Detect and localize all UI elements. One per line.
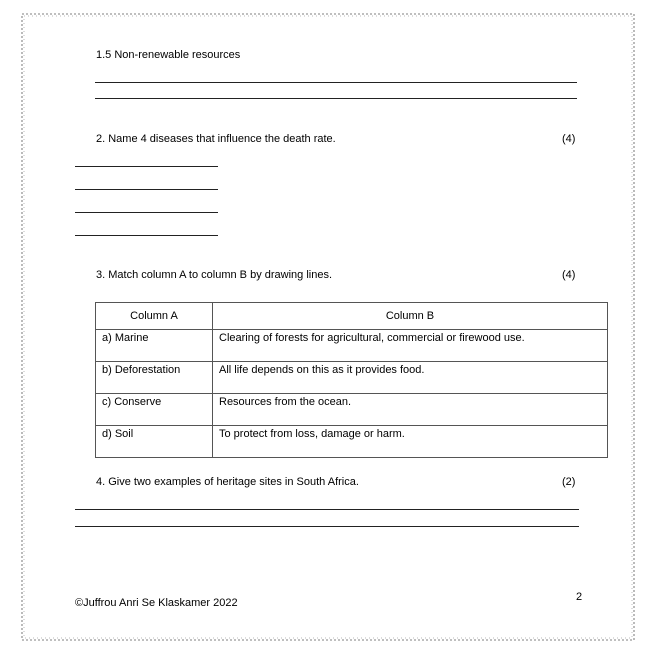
column-a-header: Column A [96,303,213,330]
page-number: 2 [576,591,583,603]
q1-5-answer-line-1[interactable] [95,82,577,83]
column-a-item-soil[interactable]: d) Soil [96,426,213,458]
q4-answer-line-2[interactable] [75,526,579,527]
table-row [96,330,608,362]
q2-answer-line-2[interactable] [75,189,218,190]
column-a-item-deforestation[interactable]: b) Deforestation [96,362,213,394]
q4-answer-line-1[interactable] [75,509,579,510]
q3-question: 3. Match column A to column B by drawing lines. [96,269,333,281]
column-b-item[interactable]: All life depends on this as it provides food. [213,362,608,394]
matching-table [95,302,608,458]
column-b-item[interactable]: To protect from loss, damage or harm. [213,426,608,458]
q2-answer-line-1[interactable] [75,166,218,167]
table-header-row [96,303,608,330]
q2-marks: (4) [562,133,576,145]
q2-question: 2. Name 4 diseases that influence the death rate. [96,133,336,145]
column-b-item[interactable]: Resources from the ocean. [213,394,608,426]
q1-5-answer-line-2[interactable] [95,98,577,99]
column-b-item[interactable]: Clearing of forests for agricultural, commercial or firewood use. [213,330,608,362]
column-a-item-conserve[interactable]: c) Conserve [96,394,213,426]
q2-answer-line-3[interactable] [75,212,218,213]
column-b-header: Column B [213,303,608,330]
copyright-footer: ©Juffrou Anri Se Klaskamer 2022 [75,597,238,609]
q3-marks: (4) [562,269,576,281]
table-row [96,426,608,458]
q4-question: 4. Give two examples of heritage sites in South Africa. [96,476,359,488]
column-a-item-marine[interactable]: a) Marine [96,330,213,362]
q1-5-label: 1.5 Non-renewable resources [96,49,241,61]
q4-marks: (2) [562,476,576,488]
q2-answer-line-4[interactable] [75,235,218,236]
table-row [96,362,608,394]
table-row [96,394,608,426]
